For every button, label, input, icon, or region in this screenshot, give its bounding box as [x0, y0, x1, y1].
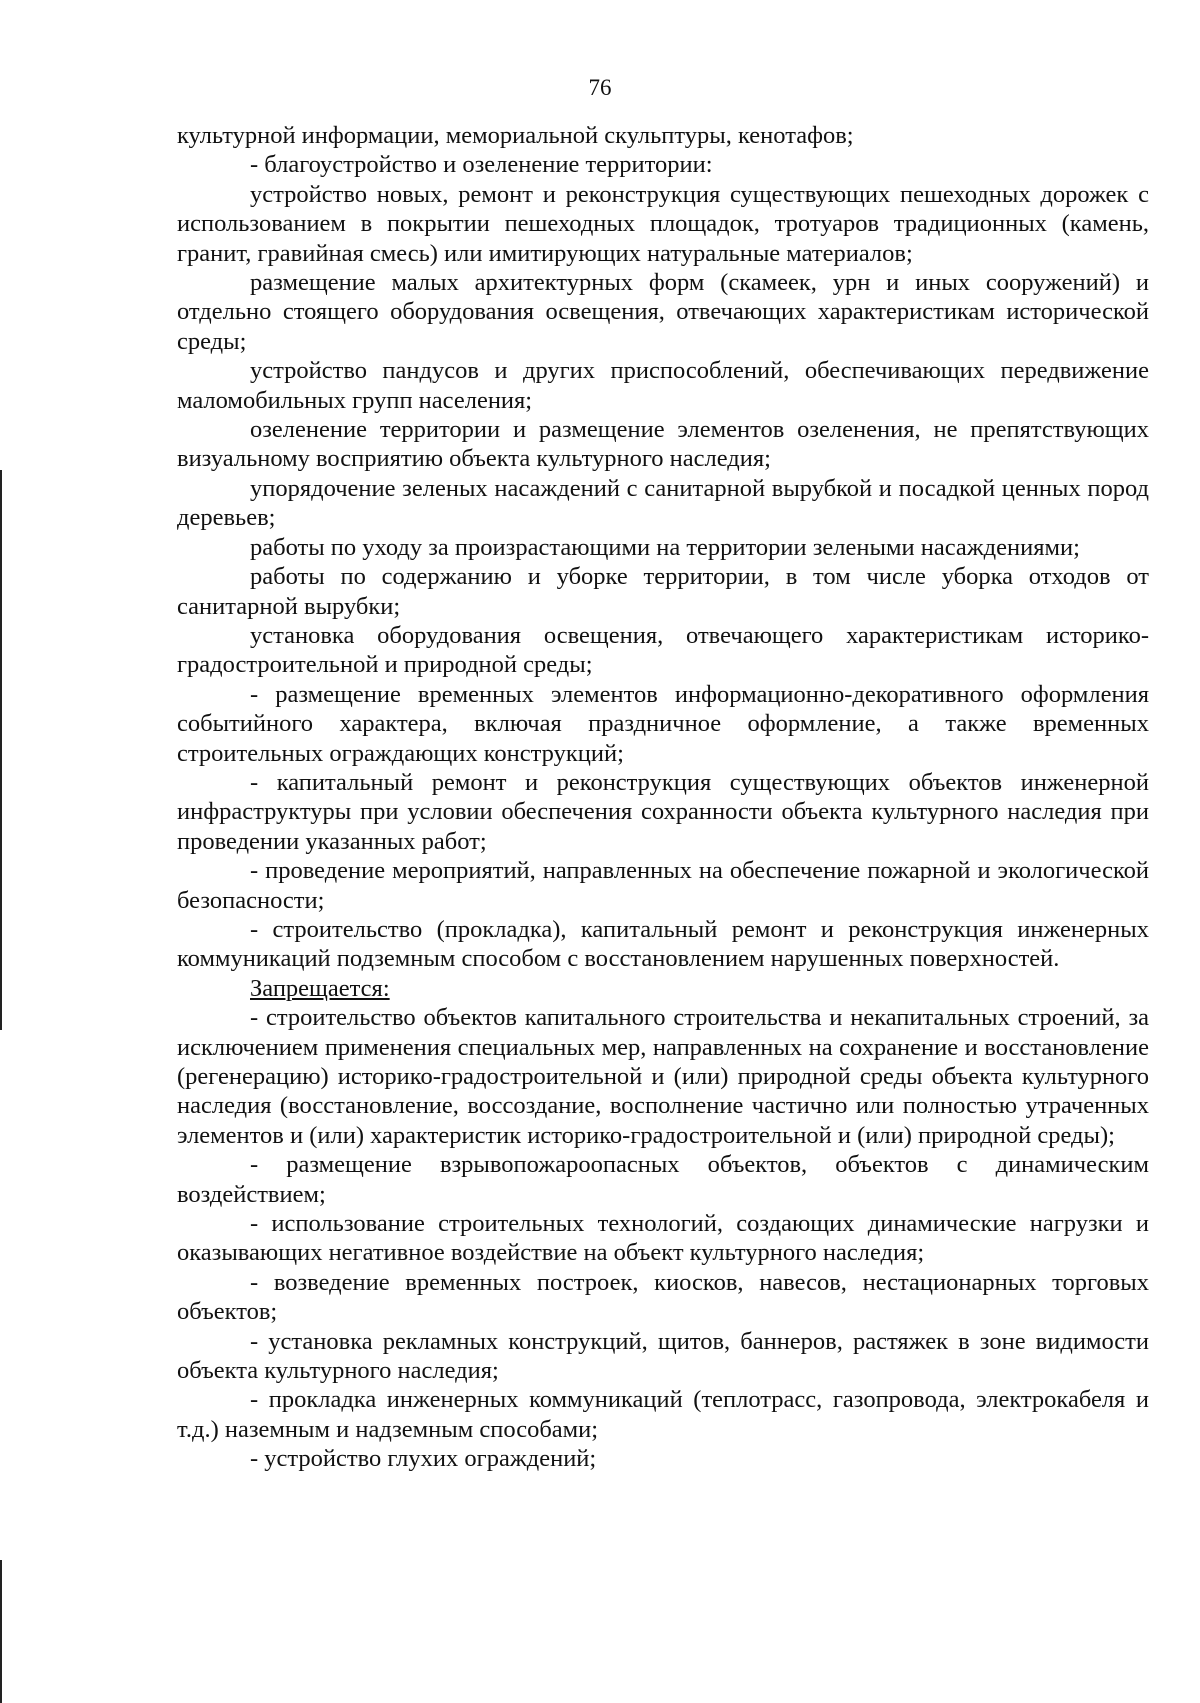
scan-edge-mark: [0, 470, 2, 1030]
paragraph: - строительство объектов капитального строительства и некапитальных строений, за исключением применения специальных мер, направленных на сохранение и восстановление (регенерацию) историко-градостроительной и (или) природной среды объекта культурного наследия (восстановление, воссоздание, восполнение частично или полностью утраченных элементов и (или) характеристик историко-градостроительной и (или) природной среды);: [177, 1004, 1149, 1149]
paragraph: - устройство глухих ограждений;: [250, 1445, 597, 1473]
paragraph: - строительство (прокладка), капитальный ремонт и реконструкция инженерных коммуникаций подземным способом с восстановлением нарушенных поверхностей.: [177, 915, 1149, 973]
paragraph: - использование строительных технологий, создающих динамические нагрузки и оказывающих негативное воздействие на объект культурного наследия;: [177, 1210, 1149, 1267]
paragraph: размещение малых архитектурных форм (скамеек, урн и иных сооружений) и отдельно стоящего оборудования освещения, отвечающих характеристикам исторической среды;: [177, 269, 1149, 355]
paragraph: работы по содержанию и уборке территории, в том числе уборка отходов от санитарной вырубки;: [177, 563, 1149, 620]
paragraph: устройство пандусов и других приспособлений, обеспечивающих передвижение маломобильных групп населения;: [177, 357, 1149, 414]
paragraph: - капитальный ремонт и реконструкция существующих объектов инженерной инфраструктуры при условии обеспечения сохранности объекта культурного наследия при проведении указанных работ;: [177, 768, 1149, 855]
scan-edge-mark: [0, 1560, 2, 1703]
paragraph: - благоустройство и озеленение территории:: [250, 151, 713, 179]
paragraph: - размещение взрывопожароопасных объектов, объектов с динамическим воздействием;: [177, 1151, 1149, 1208]
prohibited-heading-text: Запрещается:: [250, 974, 390, 1002]
paragraph: - проведение мероприятий, направленных на обеспечение пожарной и экологической безопасности;: [177, 857, 1149, 914]
paragraph: - прокладка инженерных коммуникаций (теплотрасс, газопровода, электрокабеля и т.д.) наземным и надземным способами;: [177, 1386, 1149, 1443]
paragraph: упорядочение зеленых насаждений с санитарной вырубкой и посадкой ценных пород деревьев;: [177, 474, 1149, 532]
paragraph: - возведение временных построек, киосков, навесов, нестационарных торговых объектов;: [177, 1268, 1149, 1326]
prohibited-heading: [177, 974, 1149, 1003]
paragraph: установка оборудования освещения, отвечающего характеристикам историко-градостроительной и природной среды;: [177, 621, 1149, 679]
page-number: 76: [588, 75, 612, 100]
paragraph: озеленение территории и размещение элементов озеленения, не препятствующих визуальному восприятию объекта культурного наследия;: [177, 416, 1149, 473]
paragraph: устройство новых, ремонт и реконструкция существующих пешеходных дорожек с использованием в покрытии пешеходных площадок, тротуаров традиционных (камень, гранит, гравийная смесь) или имитирующих натуральные материалов;: [177, 180, 1149, 267]
paragraph: работы по уходу за произрастающими на территории зелеными насаждениями;: [250, 533, 1080, 561]
paragraph: - установка рекламных конструкций, щитов, баннеров, растяжек в зоне видимости объекта культурного наследия;: [177, 1327, 1149, 1385]
document-body: [177, 121, 1149, 1474]
paragraph: культурной информации, мемориальной скульптуры, кенотафов;: [177, 122, 854, 149]
paragraph: - размещение временных элементов информационно-декоративного оформления событийного характера, включая праздничное оформление, а также временных строительных ограждающих конструкций;: [177, 680, 1149, 767]
